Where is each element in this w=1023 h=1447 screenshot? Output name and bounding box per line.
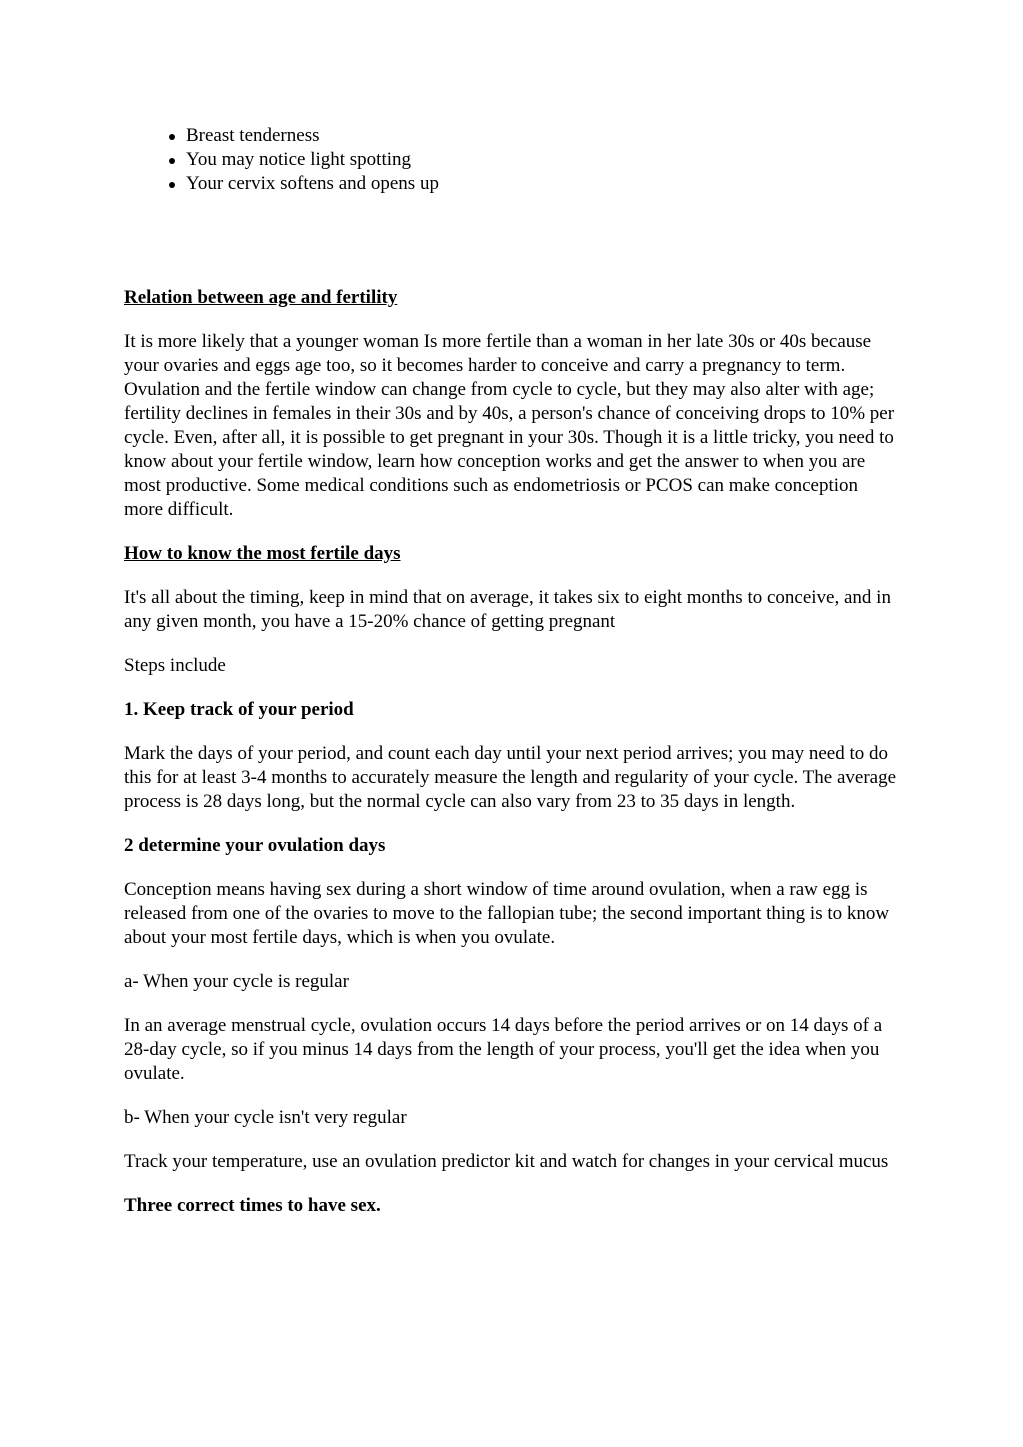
step2-heading: 2 determine your ovulation days <box>124 835 386 856</box>
step2-paragraph: Conception means having sex during a short window of time around ovulation, when a raw egg is released from one of the ovaries to move to the fallopian tube; the second important thing is to know about your most fertile days, which is when you ovulate. <box>124 879 890 948</box>
list-item: Breast tenderness <box>186 124 900 148</box>
document-page <box>124 124 900 1238</box>
regular-cycle-paragraph: In an average menstrual cycle, ovulation occurs 14 days before the period arrives or on 14 days of a 28-day cycle, so if you minus 14 days from the length of your process, you'll get the idea when you ovulate. <box>124 1015 883 1084</box>
irregular-cycle-paragraph: Track your temperature, use an ovulation predictor kit and watch for changes in your cervical mucus <box>124 1151 889 1172</box>
symptom-list <box>124 124 900 196</box>
step1-paragraph: Mark the days of your period, and count each day until your next period arrives; you may need to do this for at least 3-4 months to accurately measure the length and regularity of your cycle. The average process is 28 days long, but the normal cycle can also vary from 23 to 35 days in length. <box>124 743 897 812</box>
list-item: Your cervix softens and opens up <box>186 172 900 196</box>
steps-intro: Steps include <box>124 655 226 676</box>
closing-heading: Three correct times to have sex. <box>124 1195 381 1216</box>
fertile-days-paragraph: It's all about the timing, keep in mind that on average, it takes six to eight months to conceive, and in any given month, you have a 15-20% chance of getting pregnant <box>124 587 891 632</box>
age-fertility-heading: Relation between age and fertility <box>124 287 398 308</box>
step1-heading: 1. Keep track of your period <box>124 699 354 720</box>
fertile-days-heading: How to know the most fertile days <box>124 543 401 564</box>
regular-cycle-label: a- When your cycle is regular <box>124 971 349 992</box>
list-item: You may notice light spotting <box>186 148 900 172</box>
spacer <box>124 196 900 286</box>
irregular-cycle-label: b- When your cycle isn't very regular <box>124 1107 407 1128</box>
age-fertility-paragraph: It is more likely that a younger woman Is more fertile than a woman in her late 30s or 40s because your ovaries and eggs age too, so it becomes harder to conceive and carry a pregnancy to term. Ovulation and the fertile window can change from cycle to cycle, but they may also alter with age; fertility declines in females in their 30s and by 40s, a person's chance of conceiving drops to 10% per cycle. Even, after all, it is possible to get pregnant in your 30s. Though it is a little tricky, you need to know about your fertile window, learn how conception works and get the answer to when you are most productive. Some medical conditions such as endometriosis or PCOS can make conception more difficult. <box>124 331 895 520</box>
